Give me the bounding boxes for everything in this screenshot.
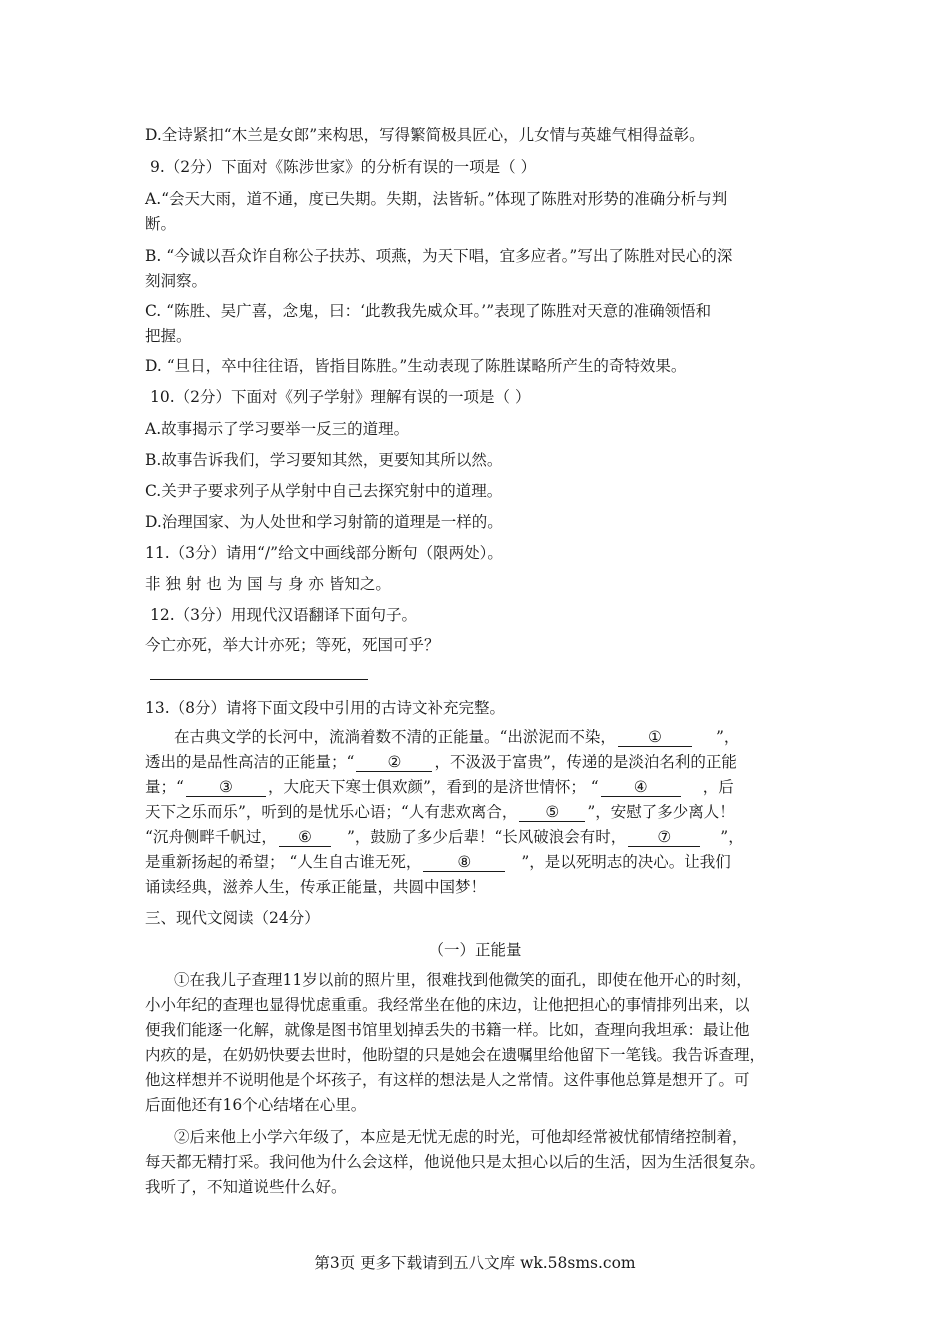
q13-line5: “沉舟侧畔千帆过， ⑥ ”，鼓励了多少后辈！“长风破浪会有时， ⑦ ”， (145, 828, 744, 846)
q10-option-d: D.治理国家、为人处世和学习射箭的道理是一样的。 (145, 513, 503, 531)
q9-option-a-line2: 断。 (145, 215, 177, 233)
q8-option-d: D.全诗紧扣“木兰是女郎”来构思，写得繁简极具匠心，儿女情与英雄气相得益彰。 (145, 126, 705, 144)
q12-stem: 12.（3分）用现代汉语翻译下面句子。 (150, 606, 418, 624)
q10-option-c: C.关尹子要求列子从学射中自己去探究射中的道理。 (145, 482, 503, 500)
q12-text: 今亡亦死，举大计亦死；等死，死国可乎？ (145, 636, 440, 654)
q9-option-c-line2: 把握。 (145, 327, 192, 345)
q13-line6: 是重新扬起的希望； “人生自古谁无死， ⑧ ”，是以死明志的决心。让我们 (145, 853, 731, 871)
q13-line1: 在古典文学的长河中，流淌着数不清的正能量。“出淤泥而不染， ① ”， (174, 728, 740, 746)
q12-answer-line[interactable] (150, 679, 368, 680)
blank-7[interactable]: ⑦ (628, 828, 700, 847)
passage-p1-line3: 便我们能逐一化解，就像是图书馆里划掉丢失的书籍一样。比如，查理向我坦承：最让他 (145, 1021, 750, 1039)
q10-stem: 10.（2分）下面对《列子学射》理解有误的一项是（ ） (150, 388, 531, 406)
passage-p1-line1: ①在我儿子查理11岁以前的照片里，很难找到他微笑的面孔，即使在他开心的时刻， (174, 971, 752, 989)
q10-option-a: A.故事揭示了学习要举一反三的道理。 (145, 420, 410, 438)
blank-8[interactable]: ⑧ (423, 853, 505, 872)
q9-option-c-line1: C. “陈胜、吴广喜，念鬼，曰：‘此教我先威众耳。’”表现了陈胜对天意的准确领悟和 (145, 302, 712, 320)
blank-5[interactable]: ⑤ (519, 803, 585, 822)
blank-3[interactable]: ③ (186, 778, 266, 797)
blank-1[interactable]: ① (618, 728, 692, 747)
passage-p1-line4: 内疚的是，在奶奶快要去世时，他盼望的只是她会在遗嘱里给他留下一笔钱。我告诉查理， (145, 1046, 766, 1064)
q11-text: 非 独 射 也 为 国 与 身 亦 皆知之。 (145, 575, 391, 593)
q9-option-b-line2: 刻洞察。 (145, 272, 208, 290)
section3-subheading: （一）正能量 (428, 941, 522, 959)
q10-option-b: B.故事告诉我们，学习要知其然，更要知其所以然。 (145, 451, 503, 469)
passage-p2-line2: 每天都无精打采。我问他为什么会这样，他说他只是太担心以后的生活，因为生活很复杂。 (145, 1153, 766, 1171)
blank-2[interactable]: ② (356, 753, 432, 772)
passage-p1-line2: 小小年纪的查理也显得忧虑重重。我经常坐在他的床边，让他把担心的事情排列出来，以 (145, 996, 750, 1014)
blank-6[interactable]: ⑥ (279, 828, 331, 847)
passage-p1-line6: 后面他还有16个心结堵在心里。 (145, 1096, 367, 1114)
q13-line2: 透出的是品性高洁的正能量；“ ② ，不汲汲于富贵”，传递的是淡泊名利的正能 (145, 753, 737, 771)
q9-option-a-line1: A.“会天大雨，道不通，度已失期。失期，法皆斩。”体现了陈胜对形势的准确分析与判 (145, 190, 728, 208)
q9-option-b-line1: B. “今诚以吾众诈自称公子扶苏、项燕，为天下唱，宜多应者。”写出了陈胜对民心的深 (145, 247, 733, 265)
q13-line7: 诵读经典，滋养人生，传承正能量，共圆中国梦！ (145, 878, 487, 896)
q13-line4: 天下之乐而乐”，听到的是忧乐心语；“人有悲欢离合， ⑤ ”，安慰了多少离人！ (145, 803, 735, 821)
q9-stem: 9.（2分）下面对《陈涉世家》的分析有误的一项是（ ） (150, 158, 537, 176)
q13-line3: 量；“ ③ ，大庇天下寒士俱欢颜”，看到的是济世情怀； “ ④ ，后 (145, 778, 734, 796)
q11-stem: 11.（3分）请用“/”给文中画线部分断句（限两处）。 (145, 544, 503, 562)
q9-option-d: D. “旦日，卒中往往语，皆指目陈胜。”生动表现了陈胜谋略所产生的奇特效果。 (145, 357, 687, 375)
q13-stem: 13.（8分）请将下面文段中引用的古诗文补充完整。 (145, 699, 506, 717)
passage-p1-line5: 他这样想并不说明他是个坏孩子，有这样的想法是人之常情。这件事他总算是想开了。可 (145, 1071, 750, 1089)
page-footer: 第3页 更多下载请到五八文库 wk.58sms.com (314, 1254, 636, 1272)
blank-4[interactable]: ④ (601, 778, 681, 797)
section3-heading: 三、现代文阅读（24分） (145, 909, 320, 927)
passage-p2-line1: ②后来他上小学六年级了，本应是无忧无虑的时光，可他却经常被忧郁情绪控制着， (174, 1128, 748, 1146)
passage-p2-line3: 我听了，不知道说些什么好。 (145, 1178, 347, 1196)
